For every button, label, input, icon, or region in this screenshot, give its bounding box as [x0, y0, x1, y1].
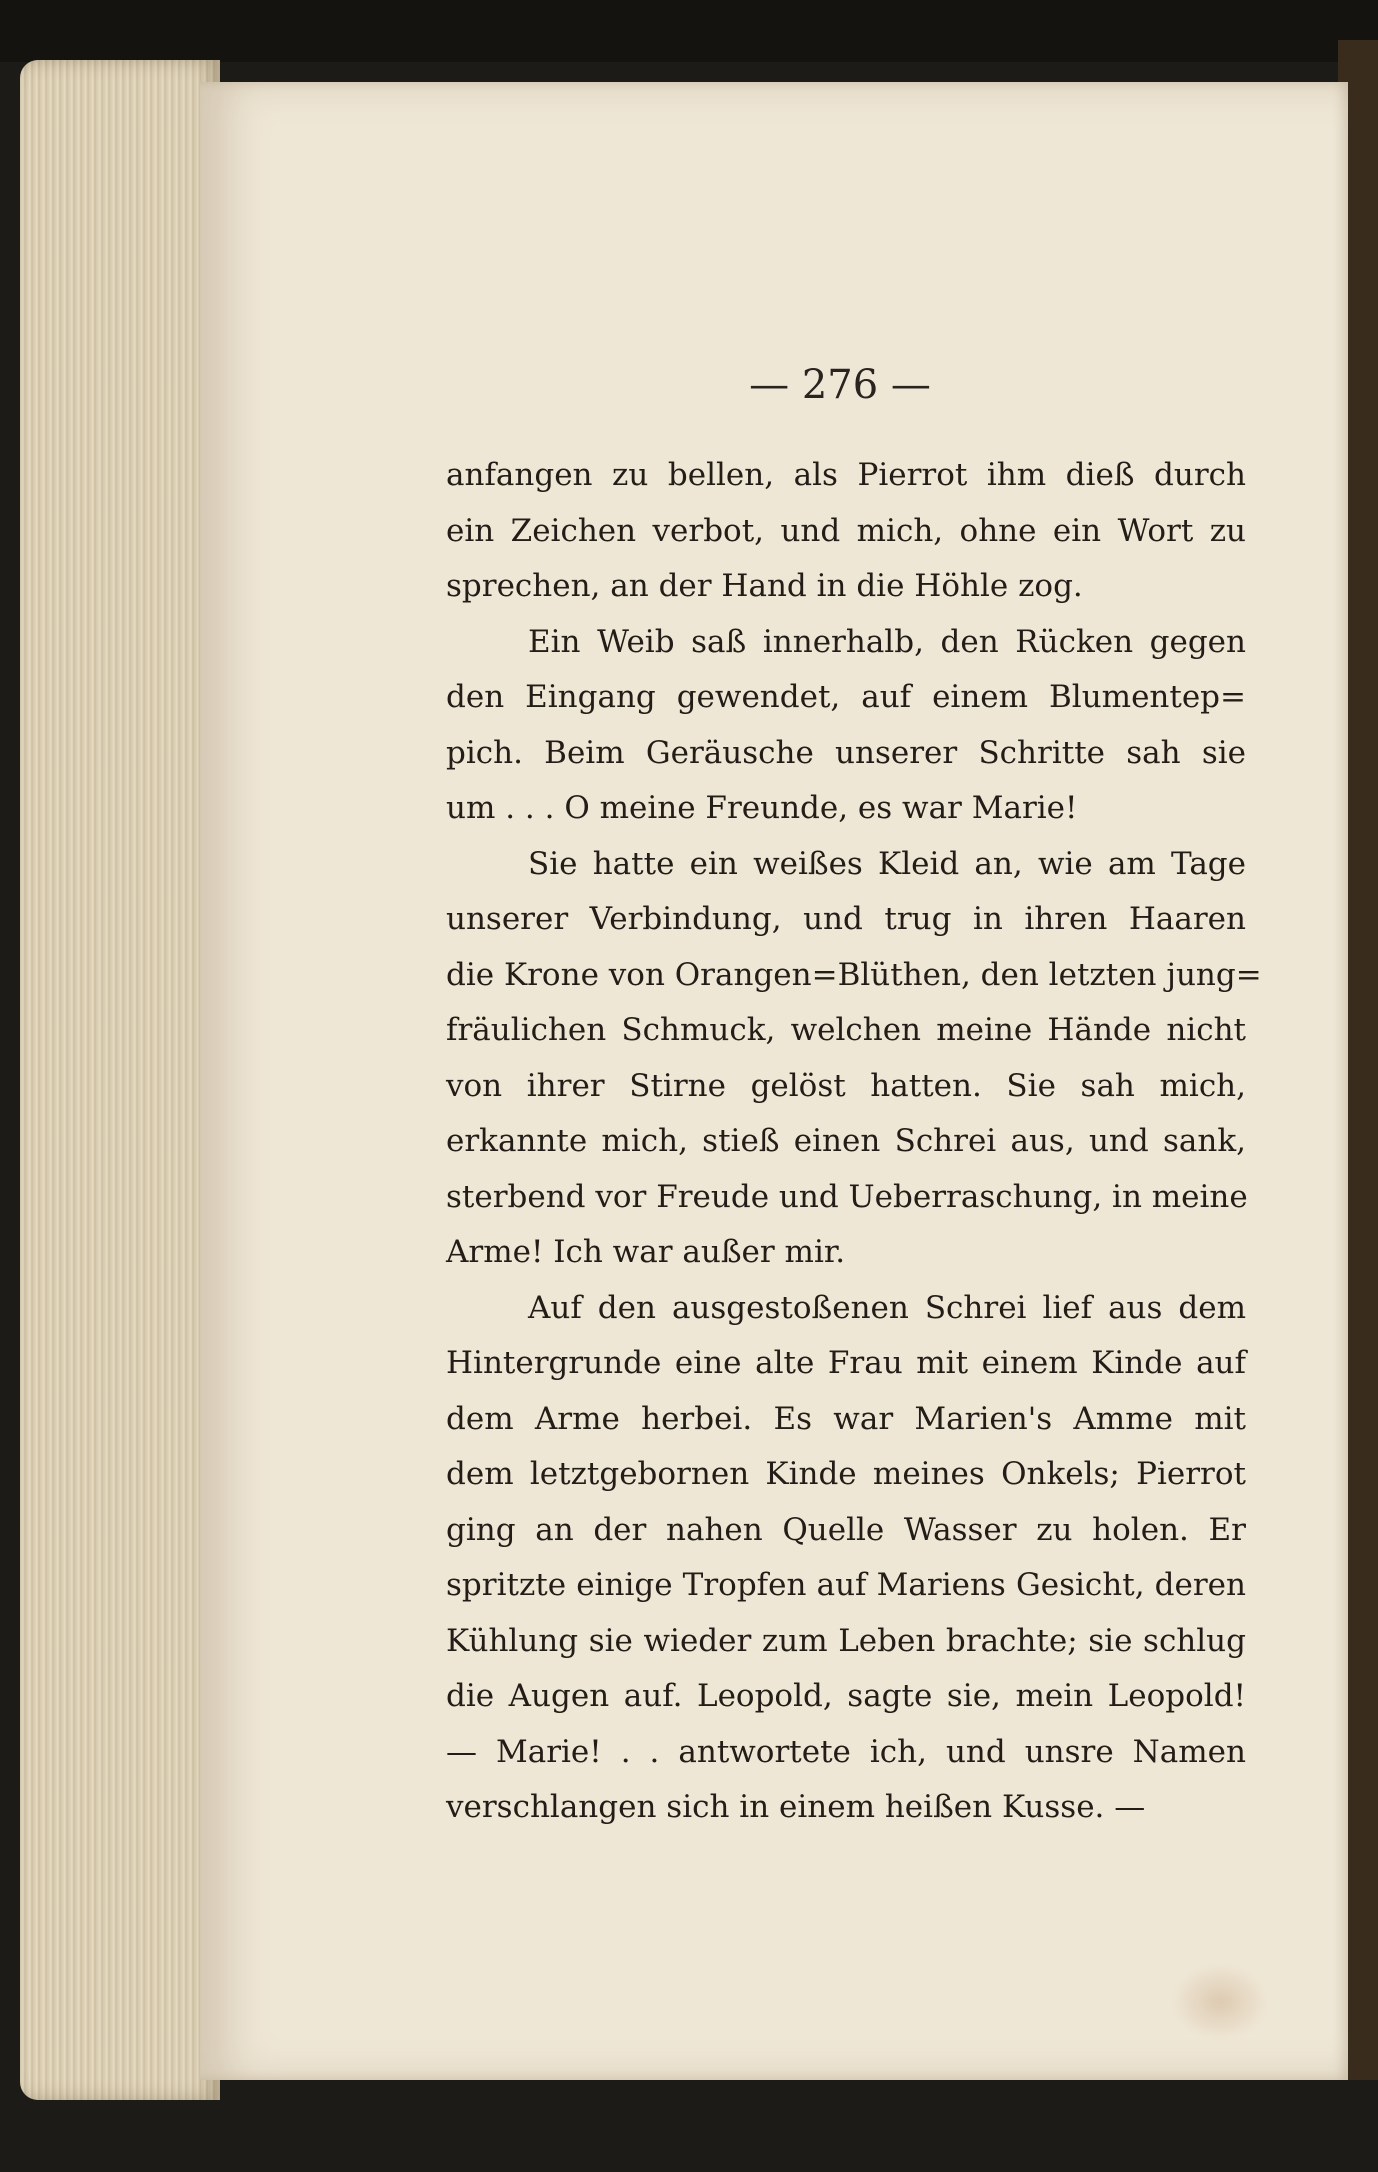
text-line: unserer Verbindung, und trug in ihren Haaren: [446, 901, 1246, 937]
text-line: sprechen, an der Hand in die Höhle zog.: [446, 568, 1083, 604]
text-line: Sie hatte ein weißes Kleid an, wie am Tage: [528, 845, 1246, 882]
text-line: sterbend vor Freude und Ueberraschung, in meine: [446, 1178, 1248, 1215]
text-line: die Krone von Orangen=Blüthen, den letzten jung=: [446, 956, 1262, 993]
text-line: Arme! Ich war außer mir.: [446, 1234, 846, 1270]
text-line: Hintergrunde eine alte Frau mit einem Kinde auf: [446, 1345, 1246, 1381]
text-line: verschlangen sich in einem heißen Kusse. —: [446, 1789, 1146, 1825]
text-line: Kühlung sie wieder zum Leben brachte; sie schlug: [446, 1622, 1246, 1659]
text-line: die Augen auf. Leopold, sagte sie, mein Leopold!: [446, 1678, 1246, 1714]
text-line: fräulichen Schmuck, welchen meine Hände nicht: [446, 1012, 1246, 1048]
text-line: spritzte einige Tropfen auf Mariens Gesicht, deren: [446, 1567, 1246, 1603]
paper-stain: [1170, 1962, 1270, 2042]
scan-background-top: [0, 0, 1378, 62]
text-line: von ihrer Stirne gelöst hatten. Sie sah mich,: [446, 1067, 1246, 1104]
text-line: erkannte mich, stieß einen Schrei aus, und sank,: [446, 1123, 1246, 1159]
text-line: um . . . O meine Freunde, es war Marie!: [446, 790, 1078, 826]
text-line: Ein Weib saß innerhalb, den Rücken gegen: [528, 623, 1246, 660]
text-line: dem Arme herbei. Es war Marien's Amme mit: [446, 1400, 1246, 1437]
text-line: — Marie! . . antwortete ich, und unsre Namen: [446, 1733, 1246, 1770]
text-line: Auf den ausgestoßenen Schrei lief aus dem: [528, 1289, 1246, 1326]
text-line: pich. Beim Geräusche unserer Schritte sah sie: [446, 734, 1246, 771]
text-line: ging an der nahen Quelle Wasser zu holen. Er: [446, 1511, 1246, 1548]
text-line: anfangen zu bellen, als Pierrot ihm dieß durch: [446, 457, 1246, 493]
text-line: dem letztgebornen Kinde meines Onkels; Pierrot: [446, 1456, 1246, 1492]
text-line: ein Zeichen verbot, und mich, ohne ein Wort zu: [446, 512, 1246, 549]
page-number: — 276 —: [749, 362, 931, 408]
text-line: den Eingang gewendet, auf einem Blumentep=: [446, 679, 1246, 715]
page-stack-edges: [20, 60, 220, 2100]
body-text: [446, 448, 1262, 1836]
